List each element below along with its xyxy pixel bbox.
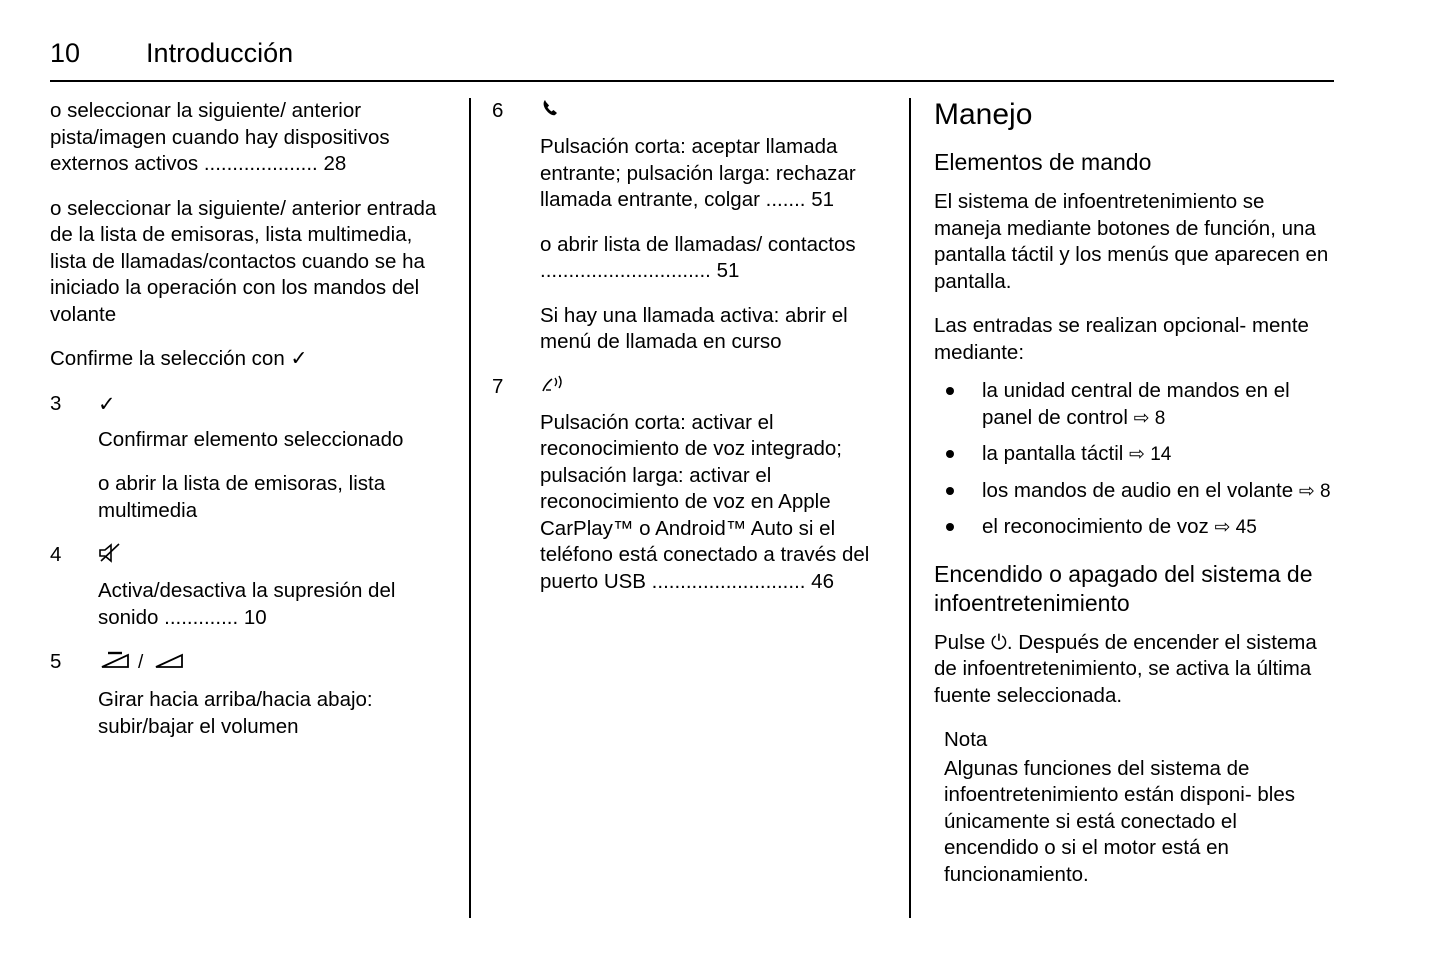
note-block <box>934 727 1334 888</box>
header-divider <box>50 80 1334 82</box>
list-item-text: la pantalla táctil <box>982 442 1124 465</box>
section-title-manejo: Manejo <box>934 98 1033 131</box>
control-item-6-number: 6 <box>492 99 504 122</box>
note-text: Algunas funciones del sistema de infoentretenimiento están disponi- bles únicamente si está conectado el encendido o si el motor está en funcionamiento. <box>944 756 1295 886</box>
column-divider-2 <box>909 98 911 918</box>
column-divider-1 <box>469 98 471 918</box>
column-two <box>492 98 892 613</box>
cross-reference: ⇨ 14 <box>1129 444 1172 465</box>
control-item-4 <box>50 542 450 572</box>
control-item-7-text: Pulsación corta: activar el reconocimiento de voz integrado; pulsación larga: activar el reconocimiento de voz en Apple CarPlay™ o Android™ Auto si el teléfono está conectado a través del puerto USB <box>540 410 870 593</box>
control-item-7-number: 7 <box>492 374 504 398</box>
cross-reference: ⇨ 45 <box>1214 517 1257 538</box>
power-icon: ⏻ <box>990 631 1007 654</box>
page-ref: 28 <box>323 152 347 175</box>
control-item-7 <box>492 374 892 404</box>
control-item-3 <box>50 391 450 421</box>
paragraph-power-on <box>934 630 1334 710</box>
power-instruction-pre: Pulse <box>934 630 991 654</box>
checkmark-icon: ✓ <box>98 392 116 416</box>
bullet-dot-icon <box>946 450 954 458</box>
paragraph-track-select <box>50 98 450 178</box>
subsection-title-elementos: Elementos de mando <box>934 149 1152 175</box>
cross-reference: ⇨ 8 <box>1133 407 1166 429</box>
subsection-title-encendido: Encendido o apagado del sistema de infoentretenimiento <box>934 560 1313 616</box>
control-item-5 <box>50 649 450 681</box>
note-title: Nota <box>944 728 988 751</box>
control-item-6-line2 <box>540 232 892 285</box>
control-item-6-text2: o abrir lista de llamadas/ contactos <box>540 232 856 256</box>
paragraph-system-operation: El sistema de infoentretenimiento se maneja mediante botones de función, una pantalla táctil y los menús que aparecen en pantalla. <box>934 190 1329 293</box>
power-instruction-post: . Después de encender el sistema de infoentretenimiento, se activa la última fuente seleccionada. <box>934 630 1317 707</box>
voice-recognition-icon <box>540 374 566 404</box>
cross-reference: ⇨ 8 <box>1298 480 1331 502</box>
page-ref-4: 10 <box>243 605 267 629</box>
list-item <box>934 441 1334 469</box>
list-item <box>934 514 1334 542</box>
column-three <box>934 98 1334 888</box>
paragraph-input-options: Las entradas se realizan opcional- mente mediante: <box>934 314 1309 364</box>
paragraph-track-select-text: o seleccionar la siguiente/ anterior pista/imagen cuando hay dispositivos externos activos <box>50 99 390 175</box>
control-item-7-line1 <box>540 410 892 596</box>
paragraph-confirm-selection: Confirme la selección con ✓ <box>50 347 308 370</box>
leader-dots: .................... <box>198 152 318 175</box>
control-item-6 <box>492 98 892 128</box>
bullet-dot-icon <box>946 523 954 531</box>
control-item-5-line1: Girar hacia arriba/hacia abajo: subir/bajar el volumen <box>98 688 373 738</box>
control-item-4-line1 <box>98 578 450 631</box>
control-item-3-line1: Confirmar elemento seleccionado <box>98 427 404 451</box>
paragraph-list-select: o seleccionar la siguiente/ anterior entrada de la lista de emisoras, lista multimedia, lista de llamadas/contactos cuando se ha iniciado la operación con los mandos del volante <box>50 196 437 326</box>
column-one <box>50 98 450 758</box>
page-header <box>50 38 1332 84</box>
control-item-6-text1: Pulsación corta: aceptar llamada entrante; pulsación larga: rechazar llamada entrante, colgar <box>540 135 856 211</box>
phone-icon <box>540 98 562 128</box>
page-ref-6a: 51 <box>811 188 835 211</box>
control-item-5-number: 5 <box>50 650 62 673</box>
input-options-list <box>934 378 1334 542</box>
list-item <box>934 378 1334 432</box>
control-item-4-text: Activa/desactiva la supresión del sonido <box>98 579 396 629</box>
leader-dots-6b: .............................. <box>540 259 711 282</box>
control-item-6-line1 <box>540 134 892 214</box>
list-item-text: el reconocimiento de voz <box>982 515 1209 538</box>
page-title: Introducción <box>146 38 294 68</box>
control-item-3-line2: o abrir la lista de emisoras, lista multimedia <box>98 472 386 522</box>
control-item-3-number: 3 <box>50 391 62 415</box>
volume-up-down-icon <box>98 649 190 681</box>
svg-text:/: / <box>138 652 144 673</box>
leader-dots-7: ........................... <box>645 569 806 593</box>
list-item <box>934 478 1334 506</box>
bullet-dot-icon <box>946 387 954 395</box>
list-item-text: la unidad central de mandos en el panel de control <box>982 379 1290 429</box>
page-ref-6b: 51 <box>716 259 740 282</box>
leader-dots-6a: ....... <box>759 188 806 211</box>
page-ref-7: 46 <box>811 569 834 593</box>
leader-dots-4: ............. <box>158 605 239 629</box>
page-number: 10 <box>50 38 81 68</box>
list-item-text: los mandos de audio en el volante <box>982 478 1294 502</box>
mute-icon <box>98 542 122 572</box>
control-item-4-number: 4 <box>50 543 62 566</box>
bullet-dot-icon <box>946 487 954 495</box>
control-item-6-line3: Si hay una llamada activa: abrir el menú de llamada en curso <box>540 303 848 353</box>
